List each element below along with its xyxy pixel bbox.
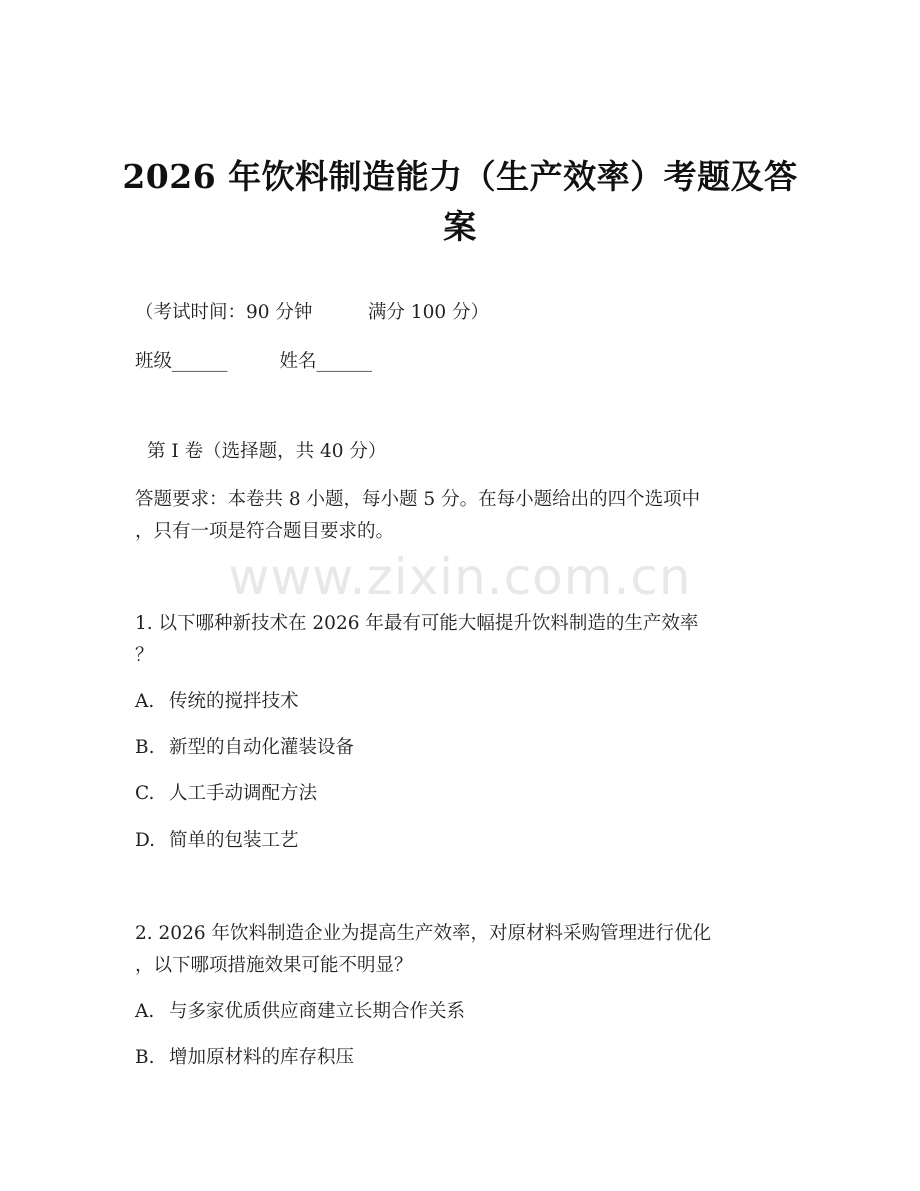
watermark: www.zixin.com.cn bbox=[228, 548, 692, 606]
title-line-2: 案 bbox=[443, 207, 477, 246]
option-letter: D. bbox=[135, 830, 156, 851]
option-text: 新型的自动化灌装设备 bbox=[169, 737, 355, 758]
option-letter: B. bbox=[135, 737, 155, 758]
option-letter: C. bbox=[135, 783, 155, 804]
student-info-row bbox=[135, 348, 372, 376]
document-title bbox=[120, 152, 800, 252]
option-letter: B. bbox=[135, 1047, 155, 1068]
title-line-1: 2026 年饮料制造能力（生产效率）考题及答 bbox=[122, 157, 798, 196]
option-letter: A. bbox=[135, 691, 155, 712]
question-1-option-b bbox=[135, 734, 354, 762]
name-field-label: 姓名______ bbox=[279, 351, 373, 372]
question-1-option-c bbox=[135, 780, 317, 808]
question-1-stem-line-1: 1. 以下哪种新技术在 2026 年最有可能大幅提升饮料制造的生产效率 bbox=[135, 613, 699, 634]
option-text: 传统的搅拌技术 bbox=[169, 691, 299, 712]
question-2-stem-line-1: 2. 2026 年饮料制造企业为提高生产效率，对原材料采购管理进行优化 bbox=[135, 923, 711, 944]
exam-meta: （考试时间：90 分钟 满分 100 分） bbox=[135, 302, 489, 323]
requirement-line-2: ，只有一项是符合题目要求的。 bbox=[135, 521, 395, 542]
option-text: 简单的包装工艺 bbox=[169, 830, 299, 851]
question-2-option-b bbox=[135, 1044, 354, 1072]
requirement-line-1: 答题要求：本卷共 8 小题，每小题 5 分。在每小题给出的四个选项中 bbox=[135, 489, 701, 510]
option-text: 与多家优质供应商建立长期合作关系 bbox=[169, 1001, 466, 1022]
option-text: 人工手动调配方法 bbox=[169, 783, 318, 804]
question-2-option-a bbox=[135, 998, 465, 1026]
option-text: 增加原材料的库存积压 bbox=[169, 1047, 355, 1068]
question-2-stem-line-2: ，以下哪项措施效果可能不明显？ bbox=[135, 955, 413, 976]
section-heading: 第 Ⅰ 卷（选择题，共 40 分） bbox=[147, 441, 387, 462]
question-1-stem-line-2: ？ bbox=[135, 645, 154, 666]
option-letter: A. bbox=[135, 1001, 155, 1022]
question-1-option-a bbox=[135, 688, 299, 716]
class-field-label: 班级______ bbox=[135, 351, 228, 372]
question-1-option-d bbox=[135, 827, 299, 855]
